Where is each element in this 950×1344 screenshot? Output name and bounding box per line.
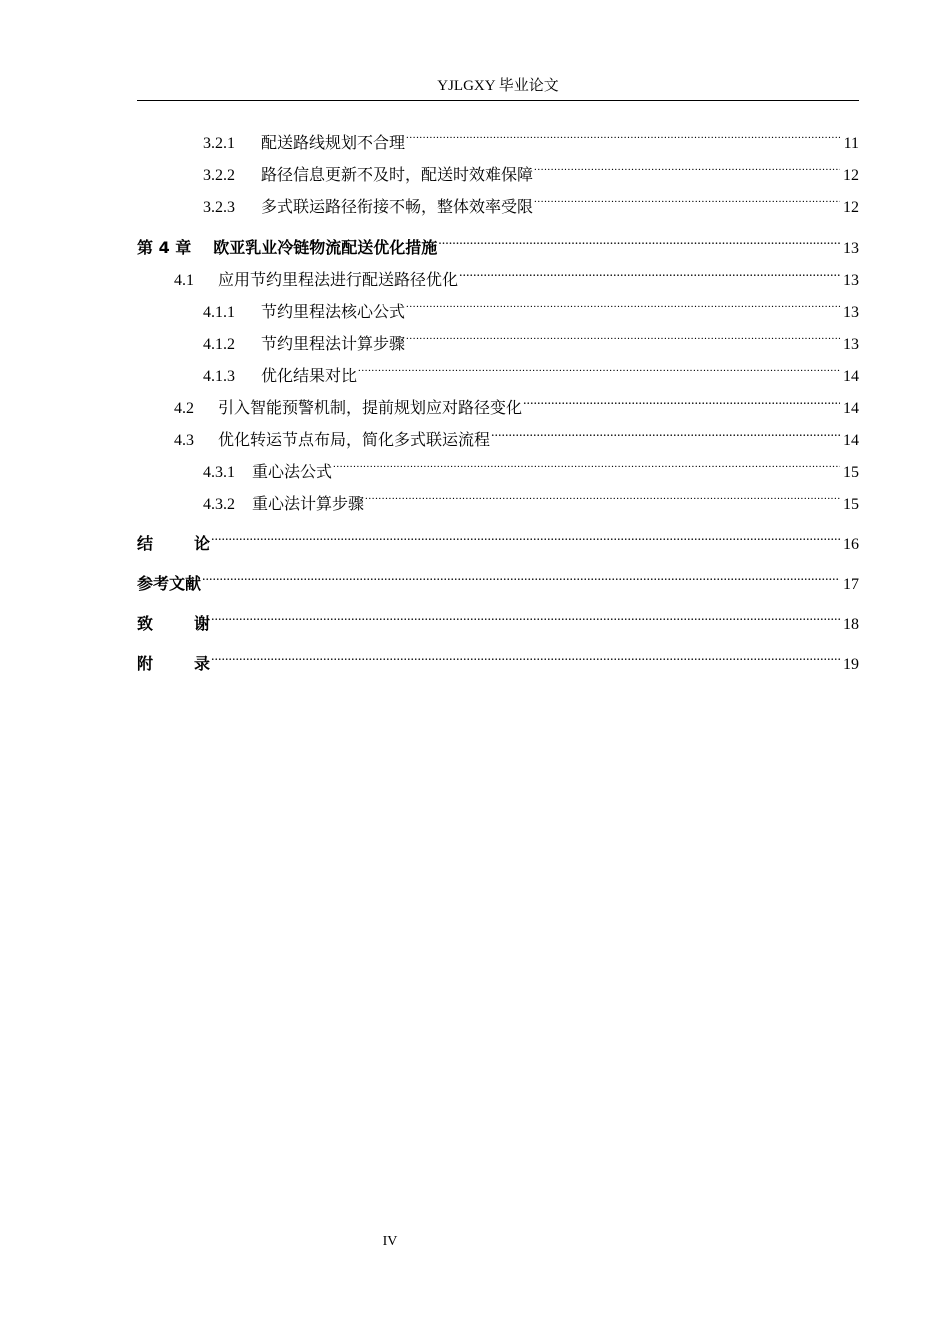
toc-page: 18 [843, 616, 859, 633]
toc-leader [358, 349, 840, 381]
toc-leader [365, 477, 840, 509]
toc-page: 12 [843, 199, 859, 216]
toc-title [137, 608, 210, 640]
toc-number: 4.1.3 [203, 368, 235, 385]
page-header: YJLGXY 毕业论文 [437, 78, 559, 94]
toc-page: 14 [843, 368, 859, 385]
toc-page: 14 [843, 400, 859, 417]
toc-title: 重心法公式 [252, 464, 333, 481]
toc-leader [406, 285, 840, 317]
toc-leader [534, 180, 840, 212]
toc-leader [523, 381, 840, 413]
toc-entry-appendix[interactable] [137, 637, 859, 673]
toc-leader [202, 557, 840, 589]
toc-number: 4.3.1 [203, 464, 235, 481]
toc-title: 路径信息更新不及时，配送时效难保障 [261, 167, 534, 184]
toc-leader [438, 221, 840, 253]
toc-leader [459, 253, 840, 285]
toc-title: 应用节约里程法进行配送路径优化 [218, 272, 459, 289]
toc-leader [406, 317, 840, 349]
toc-page: 13 [843, 240, 859, 257]
toc-page: 17 [843, 576, 859, 593]
toc-leader [211, 597, 840, 629]
toc-number: 4.1.2 [203, 336, 235, 353]
toc-number: 3.2.3 [203, 199, 235, 216]
toc-title-part: 结 [137, 534, 154, 553]
page-number: IV [382, 1234, 398, 1249]
toc-title [137, 528, 210, 560]
toc-title-part: 附 [137, 654, 154, 673]
toc-number: 4.1 [174, 272, 194, 289]
toc-number: 4.3 [174, 432, 194, 449]
toc-page: 13 [843, 304, 859, 321]
toc-title: 引入智能预警机制，提前规划应对路径变化 [218, 400, 523, 417]
toc-entry-3-2-1[interactable] [137, 116, 859, 152]
toc-title: 节约里程法计算步骤 [261, 336, 406, 353]
toc-page: 13 [843, 272, 859, 289]
toc-title: 欧亚乳业冷链物流配送优化措施 [213, 238, 438, 257]
toc-title: 节约里程法核心公式 [261, 304, 406, 321]
toc-title-part: 致 [137, 614, 154, 633]
toc-number: 4.2 [174, 400, 194, 417]
header-rule [137, 100, 859, 101]
toc-title: 参考文献 [137, 574, 202, 593]
table-of-contents [137, 116, 859, 673]
toc-entry-conclusion[interactable] [137, 517, 859, 553]
toc-page: 16 [843, 536, 859, 553]
toc-page: 12 [843, 167, 859, 184]
toc-page: 11 [843, 135, 859, 152]
toc-leader [491, 413, 840, 445]
toc-title [137, 648, 210, 680]
toc-leader [211, 517, 840, 549]
toc-page: 14 [843, 432, 859, 449]
toc-title: 配送路线规划不合理 [261, 135, 406, 152]
toc-number: 3.2.2 [203, 167, 235, 184]
toc-page: 19 [843, 656, 859, 673]
toc-title-part: 谢 [194, 614, 211, 633]
toc-title: 重心法计算步骤 [252, 496, 365, 513]
toc-number: 4.3.2 [203, 496, 235, 513]
toc-title-part: 录 [194, 654, 211, 673]
toc-entry-acknowledgements[interactable] [137, 597, 859, 633]
toc-page: 13 [843, 336, 859, 353]
toc-page: 15 [843, 464, 859, 481]
toc-leader [333, 445, 840, 477]
toc-title: 多式联运路径衔接不畅，整体效率受限 [261, 199, 534, 216]
toc-title: 优化转运节点布局，简化多式联运流程 [218, 432, 491, 449]
toc-entry-references[interactable] [137, 557, 859, 593]
toc-leader [534, 148, 840, 180]
toc-page: 15 [843, 496, 859, 513]
toc-leader [406, 116, 840, 148]
toc-number: 4.1.1 [203, 304, 235, 321]
toc-number: 3.2.1 [203, 135, 235, 152]
toc-number: 第 4 章 [137, 238, 192, 257]
toc-leader [211, 637, 840, 669]
toc-entry-chapter-4[interactable] [137, 221, 859, 257]
toc-title-part: 论 [194, 534, 211, 553]
toc-title: 优化结果对比 [261, 368, 358, 385]
